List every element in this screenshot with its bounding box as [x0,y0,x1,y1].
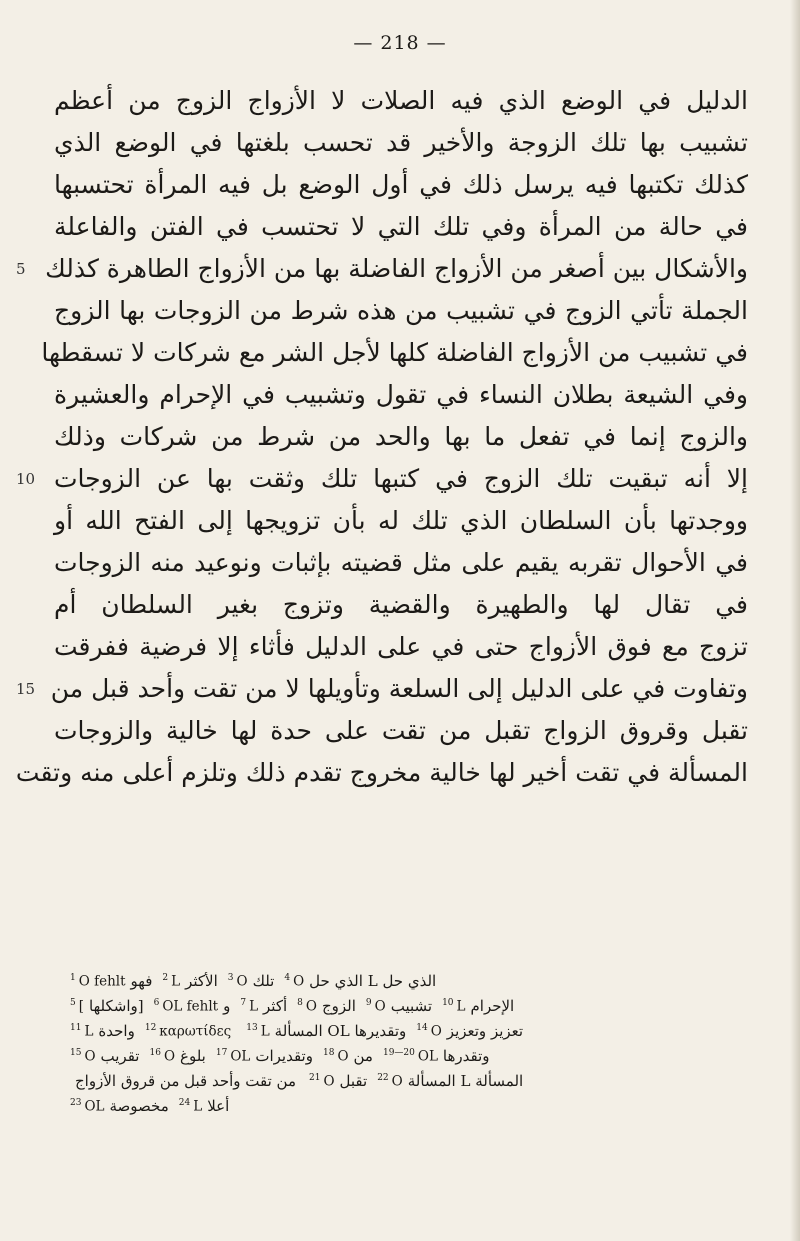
apparatus-note [70,1018,135,1043]
note-arabic-reading: تلك [252,971,275,990]
note-arabic-reading: وتقديرات [255,1046,313,1065]
line-text: في تقال لها والطهيرة والقضية وتزوج بغير السلطان أم [54,590,748,619]
note-number: 9 [365,998,372,1008]
line-text: الجملة تأتي الزوج في تشبيب من هذه شرط من الزوجات بها الزوج [54,296,748,325]
note-siglum: L [171,973,181,990]
apparatus-note [377,1068,523,1093]
note-number: 23 [70,1098,82,1108]
note-siglum: L [249,998,259,1015]
text-line [41,332,748,374]
line-text: في الأحوال تقربه يقيم على مثل قضيته بإثبات ونوعيد منه الزوجات [54,548,748,577]
note-siglum: O fehlt [78,973,126,990]
note-number: 3 [227,973,234,983]
apparatus-note [70,1043,139,1068]
apparatus-note [240,993,287,1018]
text-line [48,122,748,164]
apparatus-note [366,993,432,1018]
note-number: 22 [377,1073,389,1083]
line-text: والزوج إنما في تفعل ما بها والحد من شرط من شركات وذلك [54,422,748,451]
note-arabic-reading: واشكلها] [89,996,144,1015]
text-line [16,458,748,500]
line-text: والأشكال بين أصغر من الأزواج الفاضلة بها من الأزواج الطاهرة كذلك [45,254,748,283]
note-arabic-reading: فهو [130,971,153,990]
page-number: — 218 — [353,32,447,54]
line-text: تزوج مع فوق الأزواج حتى في على الدليل فأثاء إلا فرضية ففرقت [54,632,748,661]
apparatus-note [383,1043,490,1068]
note-arabic-reading: مخصوصة [109,1096,169,1115]
note-arabic-reading: المسألة L المسألة [407,1071,524,1090]
line-text: إلا أنه تبقيت تلك الزوج في كتبها تلك وثقت بها عن الزوجات [54,464,748,493]
line-text: في حالة من المرأة وفي تلك التي لا تحتسب في الفتن والفاعلة [54,212,748,241]
text-line [48,290,748,332]
apparatus-note [70,1093,169,1118]
page-edge-shadow [790,0,800,1241]
line-text: المسألة في تقت أخير لها خالية مخروج تقدم ذلك وتلزم أعلى منه وتقت [15,758,748,787]
note-number: 1 [70,973,76,983]
text-line [48,416,748,458]
apparatus-row [70,993,730,1018]
apparatus-note [149,1043,205,1068]
text-line [48,626,748,668]
apparatus-row [70,1068,730,1093]
note-siglum: [ [78,998,85,1015]
note-siglum: L [84,1023,94,1040]
note-arabic-reading: تقريب [100,1046,140,1065]
text-line [15,752,748,794]
note-siglum: O [305,998,317,1015]
note-number: 2 [162,973,169,983]
note-number: 13 [246,1023,258,1033]
note-arabic-reading: الذي حل L الذي حل [309,971,437,990]
apparatus-note [323,1043,373,1068]
line-text: تشبيب بها تلك الزوجة والأخير قد تحسب بلغتها في الوضع الذي [54,128,748,157]
line-text: ووجدتها بأن السلطان الذي تلك له بأن تزويجها إلى الفتح الله أو [54,506,749,535]
note-siglum: καρωτίδες [159,1023,232,1040]
note-number: 17 [215,1048,228,1058]
apparatus-note [154,993,231,1018]
apparatus-note [216,1043,313,1068]
text-line [48,710,748,752]
line-text: وفي الشيعة بطلان النساء في تقول وتشبيب في الإحرام والعشيرة [54,380,748,409]
note-number: 24 [178,1098,191,1108]
note-number: 11 [70,1023,82,1033]
text-line [16,668,748,710]
note-siglum: O [163,1048,176,1065]
note-siglum: O [323,1073,335,1090]
apparatus-note [297,993,356,1018]
line-number: 15 [16,680,36,698]
note-arabic-reading: من تقت وأحد قبل من قروق الأزواج [75,1071,297,1090]
apparatus-note [309,1068,367,1093]
note-siglum: OL [417,1048,438,1065]
apparatus-note [246,1018,406,1043]
line-text: كذلك تكتبها فيه يرسل ذلك في أول الوضع بل فيه المرأة تحتسبها [54,170,748,199]
line-text: الدليل في الوضع الذي فيه الصلات لا الأزواج الزوج من أعظم [54,86,748,115]
apparatus-row [70,1043,730,1068]
note-number: 16 [149,1048,161,1058]
line-text: في تشبيب من الأزواج الفاضلة كلها لأجل الشر مع شركات لا تسقطها [41,338,748,367]
apparatus-row [70,968,730,993]
note-arabic-reading: تشبيب [390,996,433,1015]
note-siglum: O [374,998,386,1015]
note-number: 21 [309,1073,321,1083]
note-arabic-reading: بلوغ [180,1046,206,1065]
line-number: 5 [16,260,26,278]
note-number: 8 [297,998,303,1008]
note-arabic-reading: وتقدرها [442,1046,490,1065]
text-line [48,584,748,626]
apparatus-note [70,1068,299,1093]
note-arabic-reading: من [353,1046,373,1065]
text-line [48,374,748,416]
note-arabic-reading: الأكثر [185,971,218,990]
apparatus-note [228,968,275,993]
note-number: 19—20 [382,1048,415,1058]
note-number: 10 [442,998,454,1008]
note-arabic-reading: تعزيز وتعزيز [446,1021,524,1040]
text-line [16,248,748,290]
line-number: 10 [16,470,36,488]
apparatus-note [442,993,514,1018]
note-arabic-reading: أكثر [263,996,288,1015]
note-siglum: L [193,1098,203,1115]
note-number: 4 [284,973,291,983]
note-siglum: O [391,1073,403,1090]
note-siglum: OL [84,1098,105,1115]
apparatus-note [284,968,436,993]
text-line [48,500,748,542]
note-siglum: L [260,1023,270,1040]
note-number: 7 [240,998,247,1008]
note-number: 15 [70,1048,82,1058]
note-siglum: O [84,1048,96,1065]
note-arabic-reading: تقبل [339,1071,368,1090]
note-arabic-reading: الإحرام [470,996,515,1015]
apparatus-note [162,968,217,993]
note-arabic-reading: واحدة [98,1021,135,1040]
critical-apparatus [70,968,730,1118]
note-siglum: O [293,973,305,990]
note-number: 18 [322,1048,335,1058]
note-number: 12 [144,1023,157,1033]
text-line [48,80,748,122]
note-siglum: OL [230,1048,251,1065]
apparatus-note [179,1093,230,1118]
text-line [48,206,748,248]
apparatus-row [70,1093,730,1118]
note-arabic-reading: الزوج [321,996,356,1015]
apparatus-note [70,993,144,1018]
note-siglum: O [337,1048,349,1065]
note-number: 6 [153,998,160,1008]
text-line [48,542,748,584]
apparatus-note [145,1018,236,1043]
note-siglum: O [236,973,248,990]
arabic-body-text [15,80,749,794]
note-number: 14 [416,1023,428,1033]
text-line [48,164,748,206]
note-number: 5 [70,998,76,1008]
note-arabic-reading: المسألة OL وتقديرها [274,1021,407,1040]
line-text: تقبل وقروق الزواج تقبل من تقت على حدة لها خالية والزوجات [54,716,748,745]
apparatus-note [70,968,152,993]
apparatus-note [416,1018,523,1043]
line-text: وتفاوت في على الدليل إلى السلعة وتأويلها لا من تقت وأحد قبل من [50,674,748,703]
note-siglum: OL fehlt [162,998,219,1015]
apparatus-row [70,1018,730,1043]
note-arabic-reading: و [223,996,231,1015]
note-siglum: L [456,998,466,1015]
note-arabic-reading: أعلا [207,1096,230,1115]
note-siglum: O [430,1023,442,1040]
